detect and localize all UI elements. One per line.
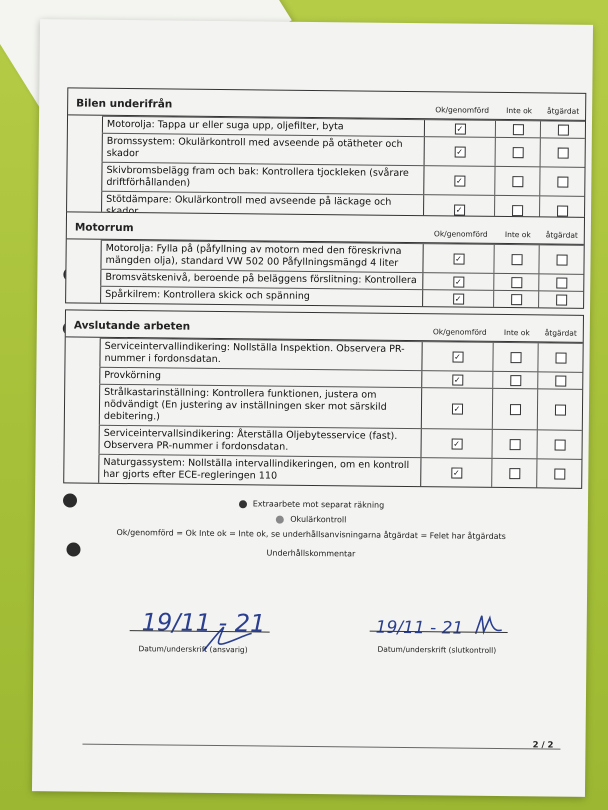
row-label: Stötdämpare: Okulärkontroll med avseende på läckage och	[101, 192, 424, 223]
col-ok-header: Ok/genomförd	[435, 105, 490, 115]
action-checkbox[interactable]	[554, 439, 565, 450]
col-not-ok-header: Inte ok	[503, 328, 530, 338]
row-label: Serviceintervallindikering: Nollställa Inspektion. Observera PR-nummer i fordonsdatan.	[99, 339, 422, 370]
section-engine-bay	[65, 211, 585, 308]
table-row	[100, 240, 583, 274]
table-row	[99, 338, 582, 372]
section-underbody	[66, 87, 586, 225]
section-title: Bilen underifrån	[76, 97, 173, 111]
table-row	[99, 384, 582, 430]
table-row	[102, 133, 585, 167]
col-action-header: åtgärdat	[544, 328, 577, 338]
col-ok-header: Ok/genomförd	[433, 229, 488, 239]
row-label: Naturgassystem: Nollställa intervallindikeringen, om en kontroll har gjorts efter ECE-regleringen 110	[98, 455, 421, 486]
ok-checkbox[interactable]: ✓	[451, 438, 462, 449]
row-label: Motorolja: Tappa ur eller suga upp, oljefilter, byta	[102, 117, 425, 136]
left-handwritten-date: 19/11 - 21	[141, 608, 266, 638]
not-ok-checkbox[interactable]	[511, 294, 522, 305]
filled-dot-icon	[239, 500, 247, 508]
not-ok-checkbox[interactable]	[511, 254, 522, 265]
table-row	[98, 454, 581, 488]
not-ok-checkbox[interactable]	[510, 352, 521, 363]
not-ok-checkbox[interactable]	[512, 205, 523, 216]
not-ok-checkbox[interactable]	[512, 124, 523, 135]
row-label: Provkörning	[99, 368, 422, 387]
section-final-work	[63, 309, 584, 488]
row-label: Spårkilrem: Kontrollera skick och spänning	[100, 287, 423, 306]
right-signature	[372, 607, 512, 648]
col-action-header: åtgärdat	[546, 106, 580, 116]
page-number: 2 / 2	[532, 740, 554, 751]
action-checkbox[interactable]	[555, 352, 566, 363]
ok-checkbox[interactable]: ✓	[454, 146, 465, 157]
ok-checkbox[interactable]: ✓	[451, 403, 462, 414]
right-signature-label: Datum/underskrift (slutkontroll)	[377, 644, 497, 655]
action-checkbox[interactable]	[557, 205, 568, 216]
legend-extra	[35, 497, 588, 512]
action-checkbox[interactable]	[555, 375, 566, 386]
action-checkbox[interactable]	[554, 468, 565, 479]
legend-visual-text: Okulärkontroll	[290, 514, 347, 525]
ok-checkbox[interactable]: ✓	[453, 253, 464, 264]
not-ok-checkbox[interactable]	[509, 468, 520, 479]
col-action-header: åtgärdat	[545, 230, 578, 240]
section-title: Avslutande arbeten	[73, 319, 191, 333]
not-ok-checkbox[interactable]	[509, 439, 520, 450]
not-ok-checkbox[interactable]	[511, 277, 522, 288]
row-label: Bromsvätskenivå, beroende på beläggens förslitning: Kontrollera	[100, 270, 423, 289]
not-ok-checkbox[interactable]	[512, 147, 523, 158]
right-handwritten-date: 19/11 - 21	[375, 617, 464, 639]
action-checkbox[interactable]	[556, 254, 567, 265]
table-row	[99, 425, 582, 459]
maintenance-comment-label: Underhållskommentar	[266, 548, 356, 559]
document-page	[32, 19, 593, 797]
action-checkbox[interactable]	[557, 176, 568, 187]
col-not-ok-header: Inte ok	[504, 230, 531, 240]
table-row	[101, 162, 584, 196]
row-label: Strålkastarinställning: Kontrollera funktionen, justera om nödvändigt (En justering av inställningen sker mot särskild debitering.)	[99, 385, 422, 428]
legend-visual	[35, 512, 588, 527]
row-label: Serviceintervallsindikering: Återställa Oljebytesservice (fast). Observera PR-nummer i fordonsdatan.	[99, 426, 422, 457]
ok-checkbox[interactable]: ✓	[452, 374, 463, 385]
legend-extra-text: Extraarbete mot separat räkning	[252, 499, 385, 510]
ok-checkbox[interactable]: ✓	[453, 276, 464, 287]
action-checkbox[interactable]	[556, 294, 567, 305]
action-checkbox[interactable]	[557, 147, 568, 158]
action-checkbox[interactable]	[554, 404, 565, 415]
section-title: Motorrum	[74, 221, 134, 235]
col-not-ok-header: Inte ok	[506, 106, 533, 116]
ok-checkbox[interactable]: ✓	[454, 123, 465, 134]
not-ok-checkbox[interactable]	[510, 375, 521, 386]
ok-checkbox[interactable]: ✓	[452, 351, 463, 362]
action-checkbox[interactable]	[556, 277, 567, 288]
row-label: Bromssystem: Okulärkontroll med avseende på otätheter och skador	[102, 134, 425, 165]
ok-checkbox[interactable]: ✓	[451, 467, 462, 478]
action-checkbox[interactable]	[557, 124, 568, 135]
not-ok-checkbox[interactable]	[509, 404, 520, 415]
row-label: Skivbromsbelägg fram och bak: Kontrollera tjockleken (svårare driftförhållanden)	[101, 163, 424, 194]
ok-checkbox[interactable]: ✓	[454, 204, 465, 215]
footer-divider	[82, 744, 560, 750]
left-signature-label: Datum/underskrift (ansvarig)	[138, 644, 248, 655]
legend-key: Ok/genomförd = Ok Inte ok = Inte ok, se underhållsanvisningarna åtgärdat = Felet har åtgärdats	[116, 527, 506, 542]
ok-checkbox[interactable]: ✓	[453, 293, 464, 304]
ok-checkbox[interactable]: ✓	[454, 175, 465, 186]
eye-dot-icon	[276, 515, 284, 523]
not-ok-checkbox[interactable]	[512, 176, 523, 187]
col-ok-header: Ok/genomförd	[432, 327, 487, 337]
row-label: Motorolja: Fylla på (påfyllning av motorn med den föreskrivna mängden olja), standard VW 502 00 Påfyllningsmängd 4 liter	[100, 241, 423, 272]
